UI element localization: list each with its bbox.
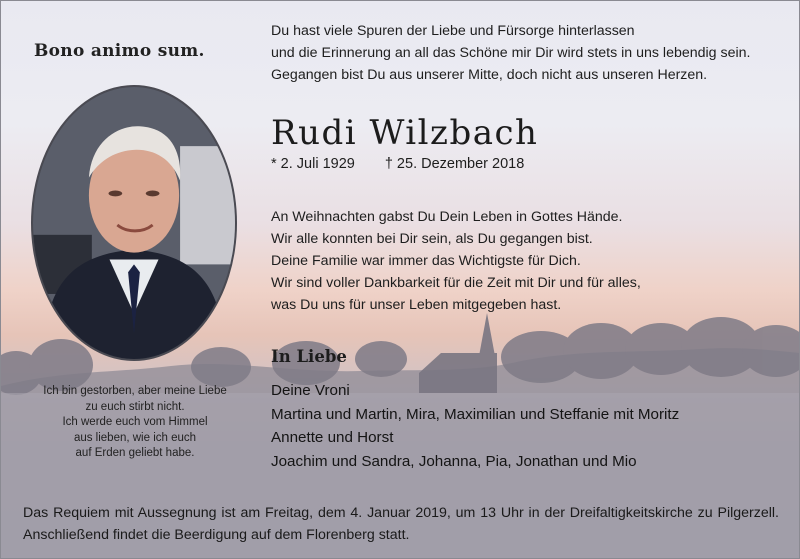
deceased-name: Rudi Wilzbach	[271, 113, 539, 153]
message-text	[271, 206, 641, 316]
poem-line: auf Erden geliebt habe.	[75, 447, 195, 460]
intro-line: und die Erinnerung an all das Schöne mir Dir wird stets in uns lebendig sein.	[271, 45, 751, 61]
message-line: An Weihnachten gabst Du Dein Leben in Gottes Hände.	[271, 209, 623, 225]
mourner-line: Deine Vroni	[271, 382, 350, 399]
mourner-line: Martina und Martin, Mira, Maximilian und Steffanie mit Moritz	[271, 405, 680, 423]
poem-line: zu euch stirbt nicht.	[85, 400, 185, 413]
intro-line: Gegangen bist Du aus unserer Mitte, doch nicht aus unseren Herzen.	[271, 67, 708, 83]
mourner-line: Annette und Horst	[271, 429, 394, 446]
poem-line: Ich bin gestorben, aber meine Liebe	[43, 385, 227, 397]
intro-line: Du hast viele Spuren der Liebe und Fürsorge hinterlassen	[271, 23, 635, 39]
intro-text	[271, 20, 751, 86]
mourner-line: Joachim und Sandra, Johanna, Pia, Jonathan und Mio	[271, 452, 637, 470]
mourners-list	[271, 379, 679, 473]
birth-date: * 2. Juli 1929	[271, 156, 355, 172]
mourners-heading: In Liebe	[271, 347, 347, 366]
portrait-photo	[31, 85, 237, 361]
message-line: Deine Familie war immer das Wichtigste für Dich.	[271, 253, 581, 269]
motto: Bono animo sum.	[34, 41, 205, 61]
poem-line: aus lieben, wie ich euch	[73, 431, 197, 444]
message-line: was Du uns für unser Leben mitgegeben hast.	[271, 297, 562, 313]
life-dates	[271, 156, 524, 172]
message-line: Wir sind voller Dankbarkeit für die Zeit mit Dir und für alles,	[271, 275, 641, 291]
poem-line: Ich werde euch vom Himmel	[62, 416, 208, 429]
funeral-notice: Das Requiem mit Aussegnung ist am Freitag, dem 4. Januar 2019, um 13 Uhr in der Dreifaltigkeitskirche zu Pilgerzell. Anschließend findet die Beerdigung auf dem Florenberg statt.	[23, 505, 779, 543]
poem	[1, 384, 269, 462]
death-date: † 25. Dezember 2018	[384, 156, 525, 172]
message-line: Wir alle konnten bei Dir sein, als Du gegangen bist.	[271, 231, 593, 247]
